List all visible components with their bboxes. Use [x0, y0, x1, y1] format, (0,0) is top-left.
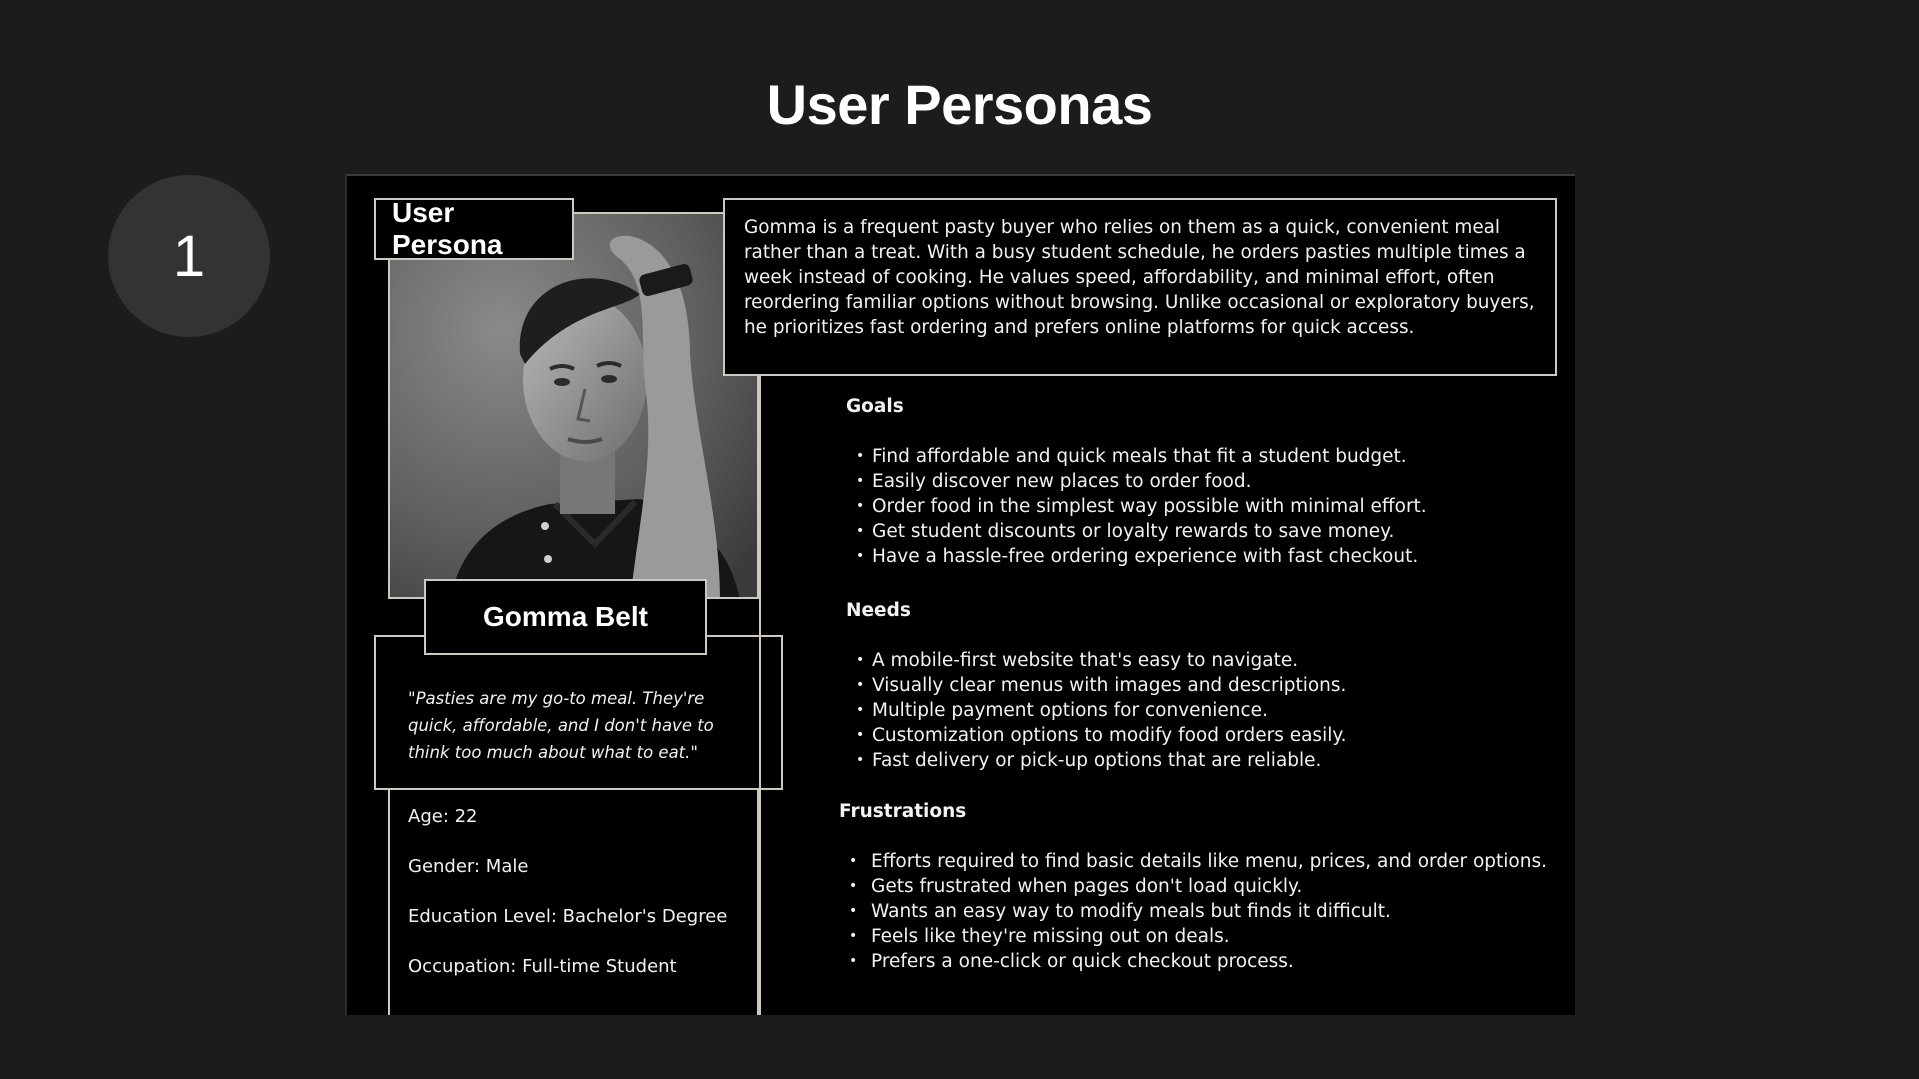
persona-name: Gomma Belt — [424, 579, 707, 655]
frustrations-heading: Frustrations — [839, 801, 967, 822]
list-item: • Order food in the simplest way possible with minimal effort. — [846, 494, 1566, 519]
persona-education: Education Level: Bachelor's Degree — [408, 906, 728, 927]
needs-list — [846, 648, 1566, 773]
list-item: • Prefers a one-click or quick checkout process. — [839, 949, 1559, 974]
list-item: • Easily discover new places to order food. — [846, 469, 1566, 494]
frustrations-section — [839, 799, 1559, 974]
goals-section — [846, 394, 1566, 569]
list-item: • Wants an easy way to modify meals but finds it difficult. — [839, 899, 1559, 924]
persona-card — [345, 174, 1575, 1015]
persona-portrait-image — [390, 214, 759, 599]
persona-photo — [388, 212, 759, 599]
persona-quote: "Pasties are my go-to meal. They're quick, affordable, and I don't have to think too much about what to eat." — [374, 635, 783, 790]
list-item: • Feels like they're missing out on deals. — [839, 924, 1559, 949]
needs-heading: Needs — [846, 600, 911, 621]
list-item: • Find affordable and quick meals that fit a student budget. — [846, 444, 1566, 469]
slide-number-badge: 1 — [108, 175, 270, 337]
list-item: • Have a hassle-free ordering experience with fast checkout. — [846, 544, 1566, 569]
goals-list — [846, 444, 1566, 569]
persona-age: Age: 22 — [408, 806, 478, 827]
persona-description: Gomma is a frequent pasty buyer who relies on them as a quick, convenient meal rather than a treat. With a busy student schedule, he orders pasties multiple times a week instead of cooking. He values speed, affordability, and minimal effort, often reordering familiar options without browsing. Unlike occasional or exploratory buyers, he prioritizes fast ordering and prefers online platforms for quick access. — [723, 198, 1557, 376]
list-item: • Fast delivery or pick-up options that are reliable. — [846, 748, 1566, 773]
list-item: • Gets frustrated when pages don't load quickly. — [839, 874, 1559, 899]
persona-label: User Persona — [374, 198, 574, 260]
list-item: • Visually clear menus with images and descriptions. — [846, 673, 1566, 698]
goals-heading: Goals — [846, 396, 904, 417]
persona-occupation: Occupation: Full-time Student — [408, 956, 677, 977]
persona-gender: Gender: Male — [408, 856, 529, 877]
list-item: • Customization options to modify food orders easily. — [846, 723, 1566, 748]
list-item: • Get student discounts or loyalty rewards to save money. — [846, 519, 1566, 544]
persona-demographics — [408, 804, 728, 1004]
frustrations-list — [839, 849, 1559, 974]
list-item: • A mobile-first website that's easy to navigate. — [846, 648, 1566, 673]
page-title: User Personas — [766, 73, 1153, 136]
list-item: • Multiple payment options for convenience. — [846, 698, 1566, 723]
needs-section — [846, 598, 1566, 773]
list-item: • Efforts required to find basic details like menu, prices, and order options. — [839, 849, 1559, 874]
